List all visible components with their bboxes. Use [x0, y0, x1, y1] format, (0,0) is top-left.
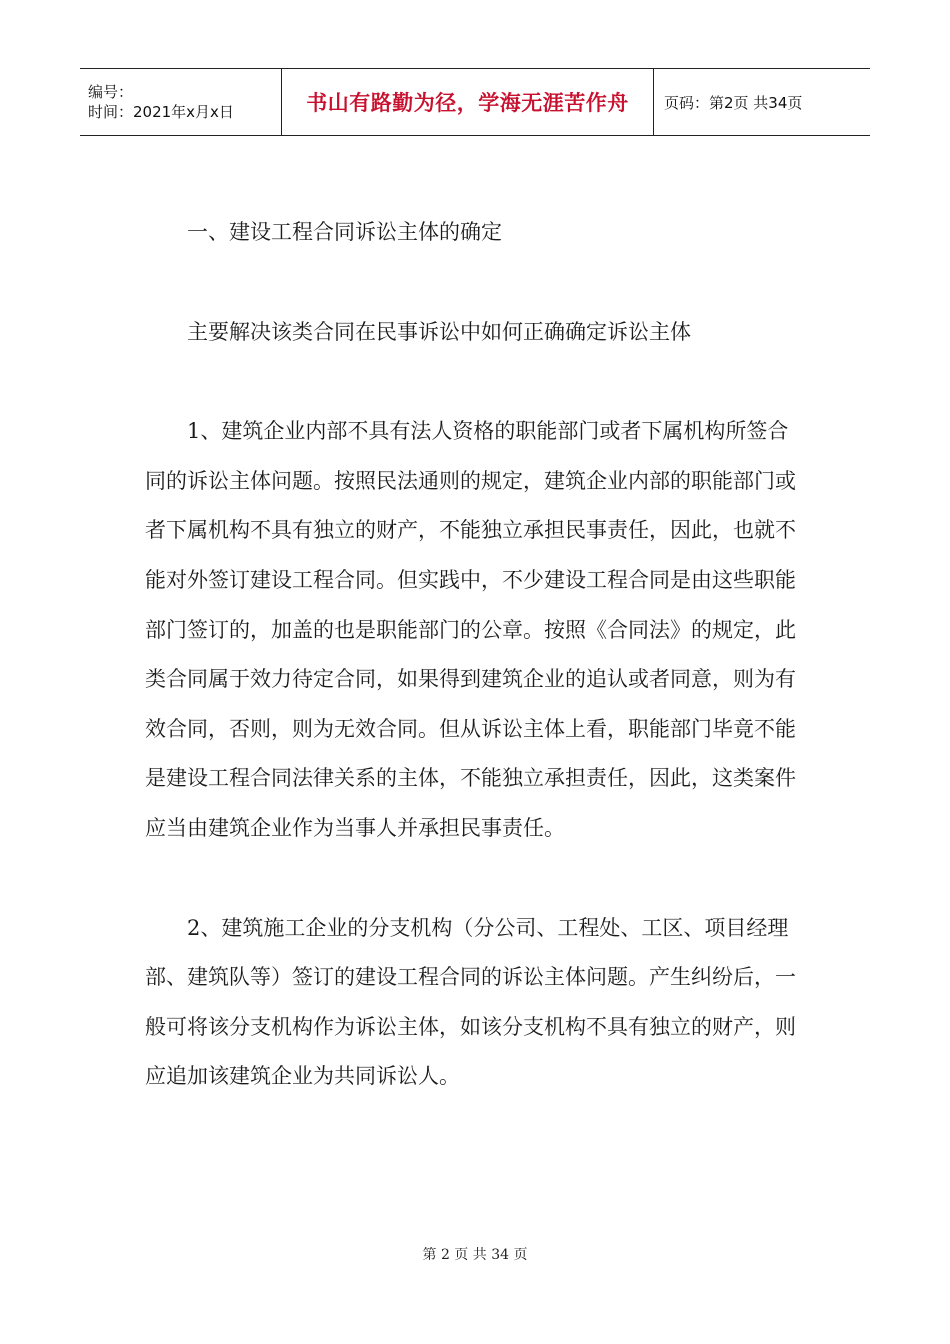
document-number-label: 编号：: [88, 83, 134, 101]
page-footer: 第 2 页 共 34 页: [422, 1247, 528, 1263]
section-summary: 主要解决该类合同在民事诉讼中如何正确确定诉讼主体: [187, 319, 691, 344]
section-heading: 一、建设工程合同诉讼主体的确定: [187, 220, 502, 244]
header-meta-cell: [80, 69, 282, 135]
document-body: [145, 208, 805, 1152]
header-page-info: 页码：第2页 共34页: [664, 93, 803, 112]
page-header: [80, 68, 870, 136]
header-motto: 书山有路勤为径，学海无涯苦作舟: [282, 69, 654, 135]
document-date: 时间：2021年x月x日: [88, 103, 234, 121]
body-paragraph-1: 1、建筑企业内部不具有法人资格的职能部门或者下属机构所签合同的诉讼主体问题。按照民法通则的规定，建筑企业内部的职能部门或者下属机构不具有独立的财产，不能独立承担民事责任，因此，也就不能对外签订建设工程合同。但实践中，不少建设工程合同是由这些职能部门签订的，加盖的也是职能部门的公章。按照《合同法》的规定，此类合同属于效力待定合同，如果得到建筑企业的追认或者同意，则为有效合同，否则，则为无效合同。但从诉讼主体上看，职能部门毕竟不能是建设工程合同法律关系的主体，不能独立承担责任，因此，这类案件应当由建筑企业作为当事人并承担民事责任。: [145, 419, 796, 840]
body-paragraph-2: 2、建筑施工企业的分支机构（分公司、工程处、工区、项目经理部、建筑队等）签订的建设工程合同的诉讼主体问题。产生纠纷后，一般可将该分支机构作为诉讼主体，如该分支机构不具有独立的财产，则应追加该建筑企业为共同诉讼人。: [145, 915, 796, 1089]
